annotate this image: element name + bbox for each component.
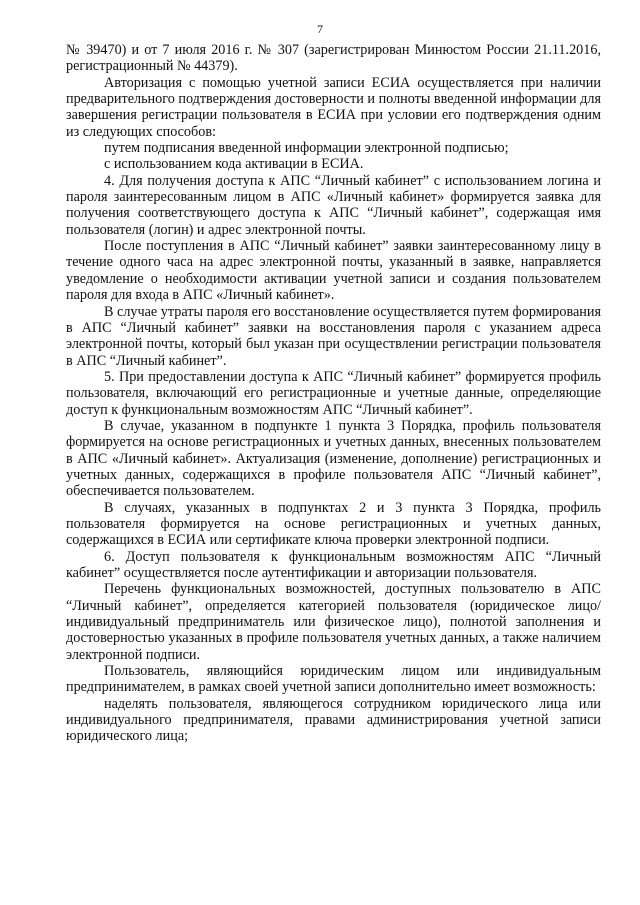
paragraph-admin-rights: наделять пользователя, являющегося сотрудником юридического лица или индивидуального предпринимателя, правами администрирования учетной записи юридического лица; xyxy=(66,695,601,745)
paragraph-profile-cases-2-3: В случаях, указанных в подпунктах 2 и 3 пункта 3 Порядка, профиль пользователя формируется на основе регистрационных и учетных данных, содержащихся в ЕСИА или сертификате ключа проверки электронной подписи. xyxy=(66,499,601,549)
paragraph-functional-capabilities: Перечень функциональных возможностей, доступных пользователю в АПС “Личный кабинет”, определяется категорией пользователя (юридическое лицо/индивидуальный предприниматель или физическое лицо), полнотой заполнения и достоверностью указанных в профиле пользователя учетных данных, а также наличием электронной подписи. xyxy=(66,581,601,663)
paragraph-method-electronic-signature: путем подписания введенной информации электронной подписью; xyxy=(104,140,509,157)
paragraph-item-5-user-profile: 5. При предоставлении доступа к АПС “Личный кабинет” формируется профиль пользователя, включающий его регистрационные и учетные данные, определяющие доступ к функциональным возможностям АПС “Личный кабинет”. xyxy=(66,368,601,418)
paragraph-item-6-access: 6. Доступ пользователя к функциональным возможностям АПС “Личный кабинет” осуществляется после аутентификации и авторизации пользователя. xyxy=(66,548,601,581)
paragraph-registration-reference: № 39470) и от 7 июля 2016 г. № 307 (зарегистрирован Минюстом России 21.11.2016, регистрационный № 44379). xyxy=(66,42,601,75)
paragraph-esia-authorization: Авторизация с помощью учетной записи ЕСИА осуществляется при наличии предварительного подтверждения достоверности и полноты введенной информации для завершения регистрации пользователя в ЕСИА при условии его подтверждения одним из следующих способов: xyxy=(66,74,601,140)
paragraph-password-recovery: В случае утраты пароля его восстановление осуществляется путем формирования в АПС “Личный кабинет” заявки на восстановления пароля с указанием адреса электронной почты, который был указан при осуществлении регистрации пользователя в АПС “Личный кабинет”. xyxy=(66,303,601,369)
page-number: 7 xyxy=(317,22,323,36)
paragraph-item-4-login-access: 4. Для получения доступа к АПС “Личный кабинет” с использованием логина и пароля заинтересованным лицом в АПС «Личный кабинет» формируется заявка для получения соответствующего доступа к АПС “Личный кабинет”, содержащая имя пользователя (логин) и адрес электронной почты. xyxy=(66,172,601,238)
paragraph-activation-notice: После поступления в АПС “Личный кабинет” заявки заинтересованному лицу в течение одного часа на адрес электронной почты, указанный в заявке, направляется уведомление о необходимости активации учетной записи и создания пользователем пароля для входа в АПС «Личный кабинет». xyxy=(66,238,601,304)
paragraph-legal-entity-capabilities: Пользователь, являющийся юридическим лицом или индивидуальным предпринимателем, в рамках своей учетной записи дополнительно имеет возможность: xyxy=(66,663,601,696)
paragraph-profile-case-1: В случае, указанном в подпункте 1 пункта 3 Порядка, профиль пользователя формируется на основе регистрационных и учетных данных, внесенных пользователем в АПС «Личный кабинет». Актуализация (изменение, дополнение) регистрационных и учетных данных, содержащихся в профиле пользователя АПС “Личный кабинет”, обеспечивается пользователем. xyxy=(66,417,601,500)
document-body xyxy=(66,42,601,745)
paragraph-method-activation-code: с использованием кода активации в ЕСИА. xyxy=(104,156,364,173)
